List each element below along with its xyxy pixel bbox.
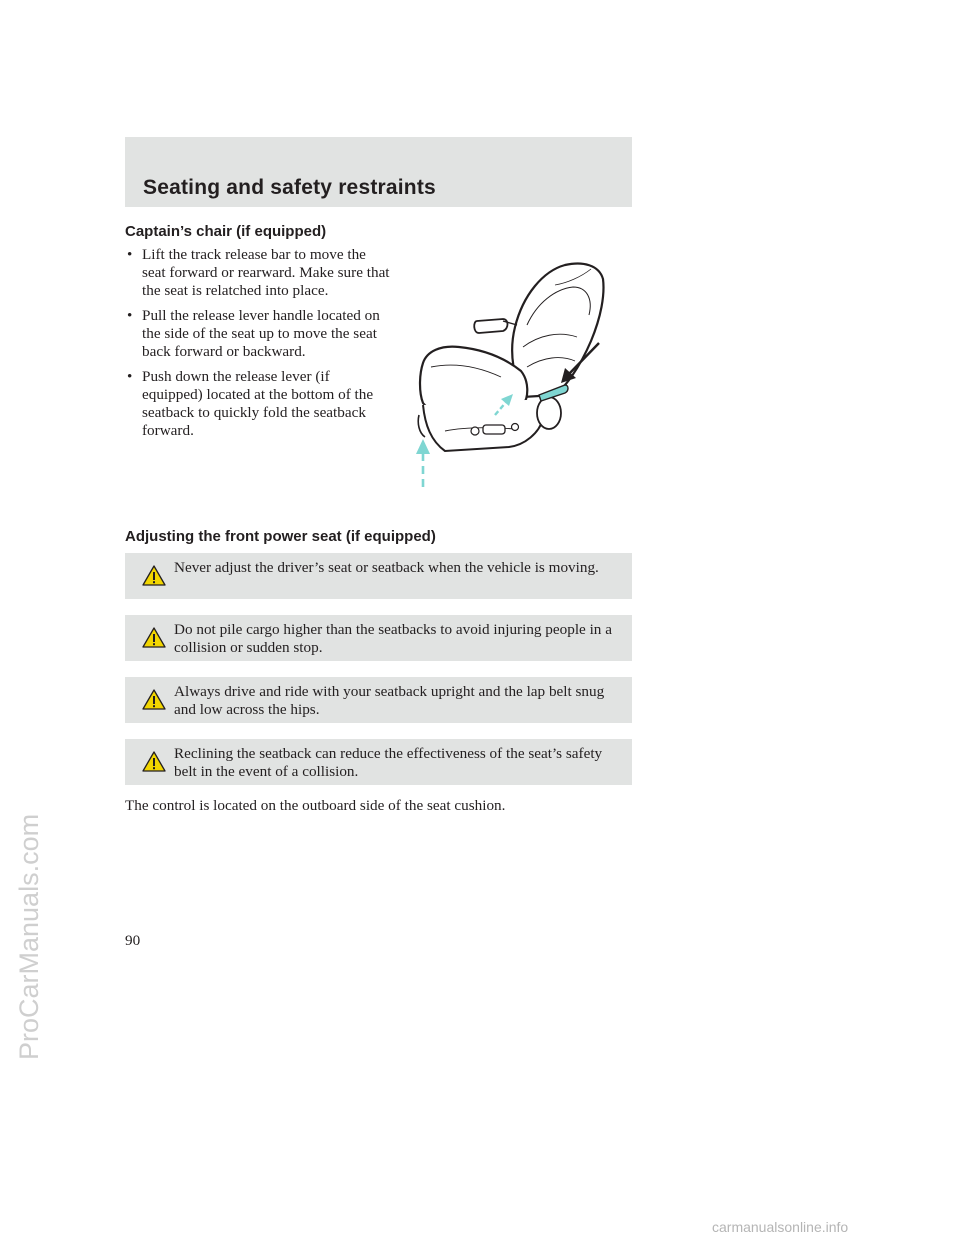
list-item — [125, 307, 390, 361]
list-item-text: Lift the track release bar to move the seat forward or rearward. Make sure that the seat is relatched into place. — [142, 246, 390, 299]
warning-text: Never adjust the driver’s seat or seatback when the vehicle is moving. — [174, 559, 599, 576]
captains-chair-illustration — [405, 255, 633, 493]
list-item-text: Pull the release lever handle located on the side of the seat up to move the seat back forward or backward. — [142, 307, 380, 360]
list-item — [125, 368, 390, 440]
section-title: Seating and safety restraints — [143, 176, 436, 199]
bullet-icon: • — [127, 307, 133, 324]
watermark: ProCarManuals.com — [14, 813, 44, 1060]
captains-chair-instructions — [125, 246, 390, 447]
list-item — [125, 246, 390, 300]
warning-text: Always drive and ride with your seatback upright and the lap belt snug and low across the hips. — [174, 683, 605, 718]
warning-triangle-icon — [142, 565, 166, 586]
warning-box — [125, 739, 632, 785]
warning-text: Do not pile cargo higher than the seatbacks to avoid injuring people in a collision or sudden stop. — [174, 621, 612, 656]
warning-box — [125, 677, 632, 723]
warning-text: Reclining the seatback can reduce the effectiveness of the seat’s safety belt in the event of a collision. — [174, 745, 603, 780]
page-number: 90 — [125, 932, 141, 949]
bullet-icon: • — [127, 368, 133, 385]
control-location-text: The control is located on the outboard side of the seat cushion. — [125, 797, 506, 814]
footer-url: carmanualsonline.info — [712, 1219, 849, 1235]
warning-triangle-icon — [142, 627, 166, 648]
bullet-icon: • — [127, 246, 133, 263]
list-item-text: Push down the release lever (if equipped) located at the bottom of the seatback to quickly fold the seatback forward. — [142, 368, 374, 439]
warning-box — [125, 615, 632, 661]
warning-box — [125, 553, 632, 599]
warning-triangle-icon — [142, 689, 166, 710]
power-seat-heading: Adjusting the front power seat (if equipped) — [125, 528, 436, 545]
captains-chair-heading: Captain’s chair (if equipped) — [125, 223, 327, 240]
warning-triangle-icon — [142, 751, 166, 772]
